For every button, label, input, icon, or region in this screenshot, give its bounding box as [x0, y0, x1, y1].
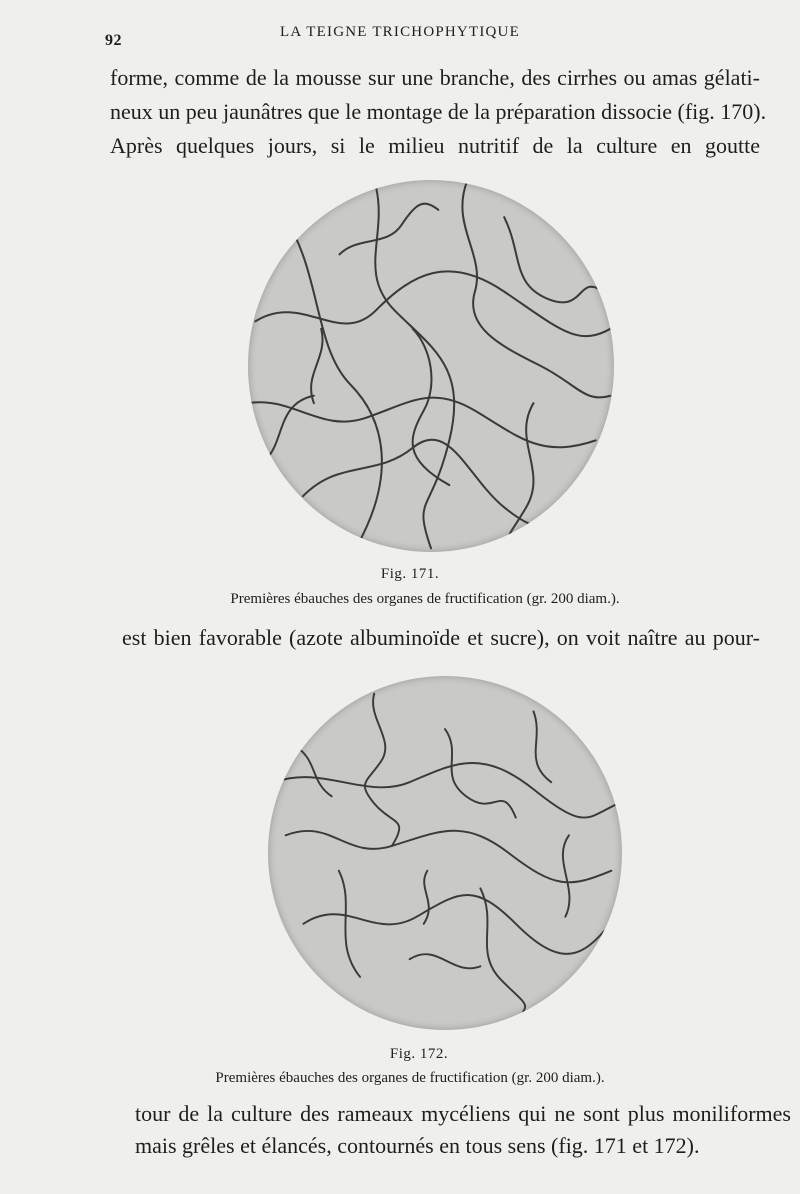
body-text-line-1: forme, comme de la mousse sur une branche, des cirrhes ou amas gélati- — [110, 65, 760, 90]
figure-171-micrograph — [248, 180, 614, 552]
page-number: 92 — [105, 32, 122, 49]
figure-172-label: Fig. 172. — [389, 1046, 449, 1062]
body-text-line-2: neux un peu jaunâtres que le montage de la préparation dissocie (fig. 170). — [110, 99, 767, 124]
body-text-line-4: est bien favorable (azote albuminoïde et sucre), on voit naître au pour- — [122, 625, 760, 650]
figure-171-label: Fig. 171. — [380, 566, 440, 582]
running-title: LA TEIGNE TRICHOPHYTIQUE — [280, 24, 520, 40]
hyphae-drawing-171 — [248, 180, 614, 552]
figure-172-caption: Premières ébauches des organes de fructification (gr. 200 diam.). — [215, 1070, 605, 1086]
hyphae-drawing-172 — [268, 676, 622, 1030]
body-text-line-6: mais grêles et élancés, contournés en tous sens (fig. 171 et 172). — [135, 1133, 700, 1158]
body-text-line-3: Après quelques jours, si le milieu nutritif de la culture en goutte — [110, 133, 760, 158]
figure-172-micrograph — [268, 676, 622, 1030]
figure-171-caption: Premières ébauches des organes de fructification (gr. 200 diam.). — [230, 591, 620, 607]
body-text-line-5: tour de la culture des rameaux mycéliens qui ne sont plus moniliformes — [135, 1101, 791, 1126]
